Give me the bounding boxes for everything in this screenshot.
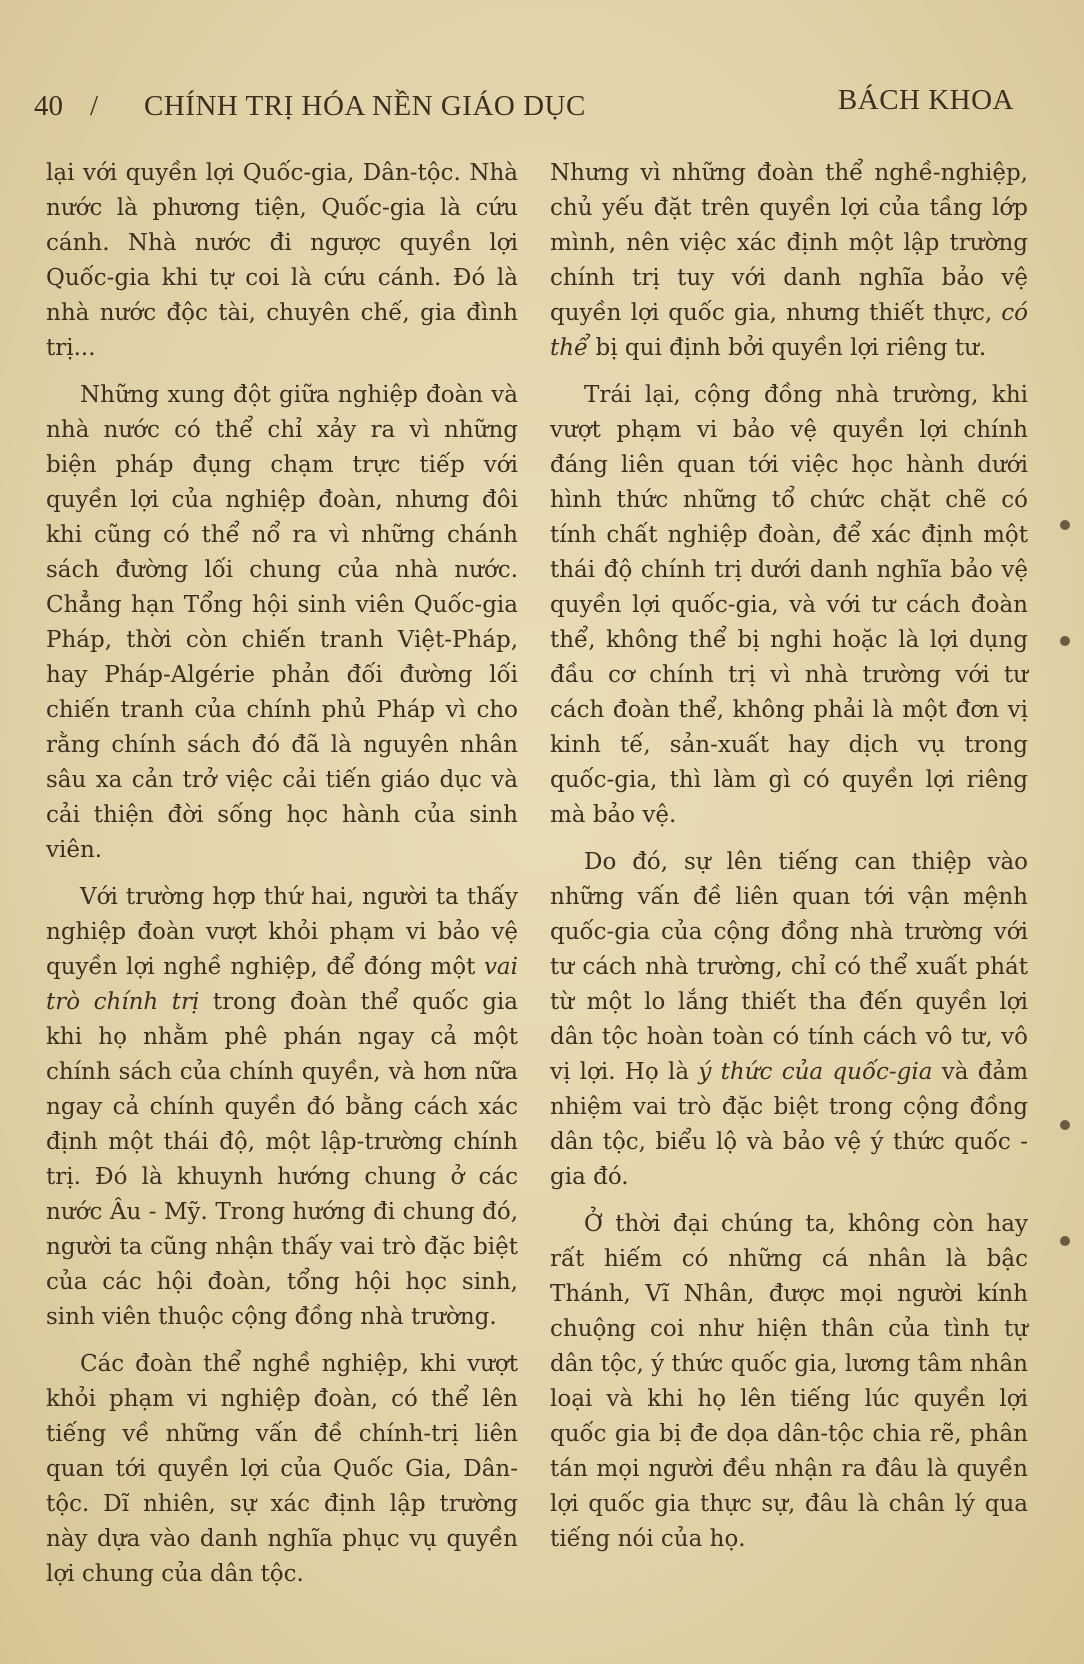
binding-hole-mark bbox=[1060, 520, 1070, 530]
paragraph-text: Nhưng vì những đoàn thể nghề-nghiệp, chủ yếu đặt trên quyền lợi của tầng lớp mình, nên việc xác định một lập trường chính trị tuy với danh nghĩa bảo vệ quyền lợi quốc gia, nhưng thiết thực, bbox=[550, 160, 1028, 326]
paragraph-text: Với trường hợp thứ hai, người ta thấy nghiệp đoàn vượt khỏi phạm vi bảo vệ quyền lợi nghề nghiệp, để đóng một bbox=[46, 884, 518, 980]
header-separator: / bbox=[90, 90, 99, 122]
emphasis-text: vai trò chính trị bbox=[46, 954, 518, 1015]
page-number: 40 bbox=[34, 90, 63, 122]
emphasis-text: ý thức của quốc-gia bbox=[698, 1059, 933, 1085]
paragraph bbox=[550, 845, 1028, 1195]
paragraph: Trái lại, cộng đồng nhà trường, khi vượt phạm vi bảo vệ quyền lợi chính đáng liên quan tới việc học hành dưới hình thức những tổ chức chặt chẽ có tính chất nghiệp đoàn, để xác định một thái độ chính trị dưới danh nghĩa bảo vệ quyền lợi quốc-gia, và với tư cách đoàn thể, không thể bị nghi hoặc là lợi dụng đầu cơ chính trị vì nhà trường với tư cách đoàn thể, không phải là một đơn vị kinh tế, sản-xuất hay dịch vụ trong quốc-gia, thì làm gì có quyền lợi riêng mà bảo vệ. bbox=[550, 382, 1028, 828]
binding-hole-mark bbox=[1060, 1120, 1070, 1130]
right-column bbox=[550, 156, 1028, 1569]
paragraph-text: trong đoàn thể quốc gia khi họ nhằm phê phán ngay cả một chính sách của chính quyền, và hơn nữa ngay cả chính quyền đó bằng cách xác định một thái độ, một lập-trường chính trị. Đó là khuynh hướng chung ở các nước Âu - Mỹ. Trong hướng đi chung đó, người ta cũng nhận thấy vai trò đặc biệt của các hội đoàn, tổng hội học sinh, sinh viên thuộc cộng đồng nhà trường. bbox=[46, 989, 518, 1330]
emphasis-text: có thể bbox=[550, 300, 1028, 361]
paragraph: Ở thời đại chúng ta, không còn hay rất hiếm có những cá nhân là bậc Thánh, Vĩ Nhân, được mọi người kính chuộng coi như hiện thân của tình tự dân tộc, ý thức quốc gia, lương tâm nhân loại và khi họ lên tiếng lúc quyền lợi quốc gia bị đe dọa dân-tộc chia rẽ, phân tán mọi người đều nhận ra đâu là quyền lợi quốc gia thực sự, đâu là chân lý qua tiếng nói của họ. bbox=[550, 1211, 1028, 1552]
page-header bbox=[34, 82, 1014, 132]
paragraph: Các đoàn thể nghề nghiệp, khi vượt khỏi phạm vi nghiệp đoàn, có thể lên tiếng về những vấn đề chính-trị liên quan tới quyền lợi của Quốc Gia, Dân-tộc. Dĩ nhiên, sự xác định lập trường này dựa vào danh nghĩa phục vụ quyền lợi chung của dân tộc. bbox=[46, 1351, 518, 1587]
paragraph: lại với quyền lợi Quốc-gia, Dân-tộc. Nhà nước là phương tiện, Quốc-gia là cứu cánh. Nhà nước đi ngược quyền lợi Quốc-gia khi tự coi là cứu cánh. Đó là nhà nước độc tài, chuyên chế, gia đình trị... bbox=[46, 160, 518, 361]
paragraph-text: bị qui định bởi quyền lợi riêng tư. bbox=[588, 335, 987, 361]
binding-hole-mark bbox=[1060, 1236, 1070, 1246]
paragraph-text: Do đó, sự lên tiếng can thiệp vào những vấn đề liên quan tới vận mệnh quốc-gia của cộng đồng nhà trường với tư cách nhà trường, chỉ có thể xuất phát từ một lo lắng thiết tha đến quyền lợi dân tộc hoàn toàn có tính cách vô tư, vô vị lợi. Họ là bbox=[550, 849, 1028, 1085]
paragraph bbox=[46, 880, 518, 1335]
paragraph: Những xung đột giữa nghiệp đoàn và nhà nước có thể chỉ xảy ra vì những biện pháp đụng chạm trực tiếp với quyền lợi của nghiệp đoàn, nhưng đôi khi cũng có thể nổ ra vì những chánh sách đường lối chung của nhà nước. Chẳng hạn Tổng hội sinh viên Quốc-gia Pháp, thời còn chiến tranh Việt-Pháp, hay Pháp-Algérie phản đối đường lối chiến tranh của chính phủ Pháp vì cho rằng chính sách đó đã là nguyên nhân sâu xa cản trở việc cải tiến giáo dục và cải thiện đời sống học hành của sinh viên. bbox=[46, 382, 518, 863]
left-column bbox=[46, 156, 518, 1604]
article-title: CHÍNH TRỊ HÓA NỀN GIÁO DỤC bbox=[144, 90, 586, 122]
paragraph bbox=[550, 156, 1028, 366]
binding-hole-mark bbox=[1060, 636, 1070, 646]
magazine-name: BÁCH KHOA bbox=[837, 84, 1014, 116]
paragraph-text: và đảm nhiệm vai trò đặc biệt trong cộng đồng dân tộc, biểu lộ và bảo vệ ý thức quốc - gia đó. bbox=[550, 1059, 1029, 1190]
